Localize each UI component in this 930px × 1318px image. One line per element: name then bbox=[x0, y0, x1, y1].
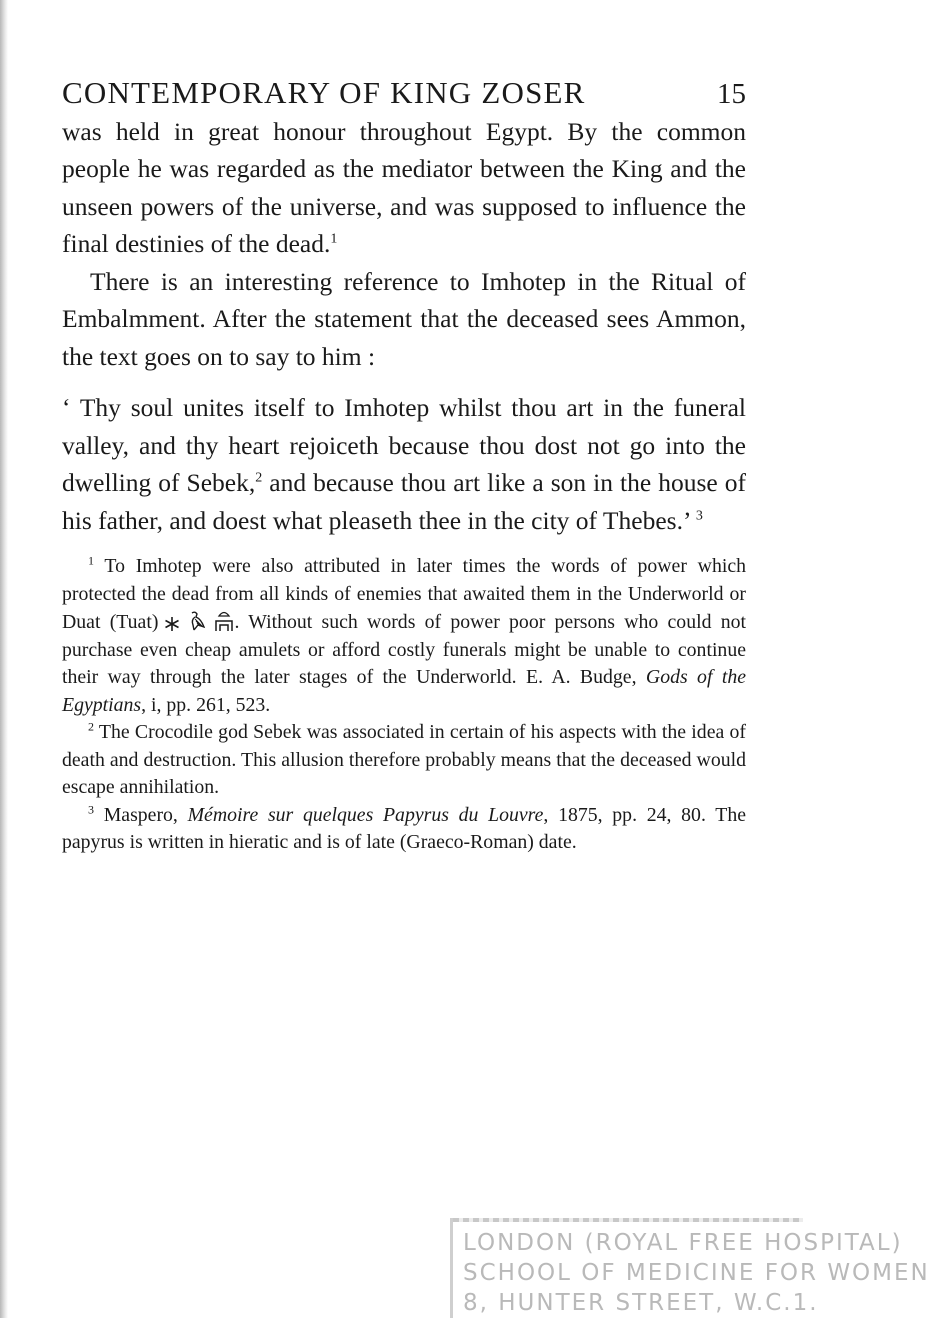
page-number: 15 bbox=[717, 78, 746, 110]
footnote-3 bbox=[62, 802, 746, 857]
hieroglyph-group bbox=[164, 608, 234, 632]
footnotes bbox=[62, 553, 746, 857]
quotation bbox=[62, 389, 746, 539]
page-gutter-shadow bbox=[0, 0, 8, 1318]
footnote-1-text-c: , i, pp. 261, 523. bbox=[141, 693, 271, 716]
paragraph-1 bbox=[62, 113, 746, 263]
footnote-1 bbox=[62, 553, 746, 719]
star-hieroglyph-icon bbox=[164, 616, 180, 632]
library-stamp bbox=[450, 1218, 930, 1318]
footnote-ref-2: 2 bbox=[255, 470, 263, 486]
quotation-part-2: and because thou art like a son in the house of his father, and doest what pleaseth thee in the city of Thebes.’ bbox=[62, 468, 746, 535]
footnote-1-text-a: To Imhotep were also attributed in later times the words of power which protected the dead from all kinds of enemies that awaited them in the Underworld or Duat (Tuat) bbox=[62, 555, 746, 634]
footnote-ref-3: 3 bbox=[695, 508, 703, 524]
paragraph-2 bbox=[62, 263, 746, 376]
footnote-2-text: The Crocodile god Sebek was associated in certain of his aspects with the idea of death and destruction. This allusion therefore probably means that the deceased would escape annihilation. bbox=[62, 721, 746, 799]
paragraph-1-text: was held in great honour throughout Egypt. By the common people he was regarded as the mediator between the King and the unseen powers of the universe, and was supposed to influence the final destinies of the dead. bbox=[62, 116, 746, 259]
book-page bbox=[62, 76, 746, 857]
stamp-border bbox=[453, 1218, 803, 1222]
running-title: CONTEMPORARY OF KING ZOSER bbox=[62, 75, 586, 110]
stamp-line-2: SCHOOL OF MEDICINE FOR WOMEN bbox=[463, 1260, 930, 1286]
paragraph-2-text: There is an interesting reference to Imhotep in the Ritual of Embalmment. After the statement that the deceased sees Ammon, the text goes on to say to him : bbox=[62, 266, 746, 371]
footnote-1-number: 1 bbox=[88, 553, 94, 568]
footnote-2-number: 2 bbox=[88, 719, 94, 734]
quotation-part-1: ‘ Thy soul unites itself to Imhotep whilst thou art in the funeral valley, and thy heart rejoiceth because thou dost not go into the dwelling of Sebek, bbox=[62, 393, 746, 498]
house-hieroglyph-icon bbox=[214, 608, 234, 632]
footnote-1-book-title: Gods of the Egyptians bbox=[62, 666, 746, 716]
footnote-3-text-b: , 1875, pp. 24, 80. The papyrus is written in hieratic and is of late (Graeco-Roman) date. bbox=[62, 803, 746, 854]
main-text bbox=[62, 113, 746, 540]
footnote-3-book-title: Mémoire sur quelques Papyrus du Louvre bbox=[187, 803, 544, 826]
footnote-ref-1: 1 bbox=[330, 231, 338, 247]
footnote-3-number: 3 bbox=[88, 802, 94, 817]
stamp-line-3: 8, HUNTER STREET, W.C.1. bbox=[463, 1290, 819, 1316]
footnote-3-text-a: Maspero, bbox=[94, 803, 188, 826]
stamp-line-1: LONDON (ROYAL FREE HOSPITAL) bbox=[463, 1230, 903, 1256]
running-head bbox=[62, 76, 746, 111]
footnote-1-text-b: . Without such words of power poor persons who could not purchase even cheap amulets or afford costly funerals might be unable to continue their way through the later stages of the Underworld. E. A. Budge, bbox=[62, 611, 746, 689]
bird-hieroglyph-icon bbox=[186, 610, 208, 632]
footnote-2 bbox=[62, 719, 746, 802]
